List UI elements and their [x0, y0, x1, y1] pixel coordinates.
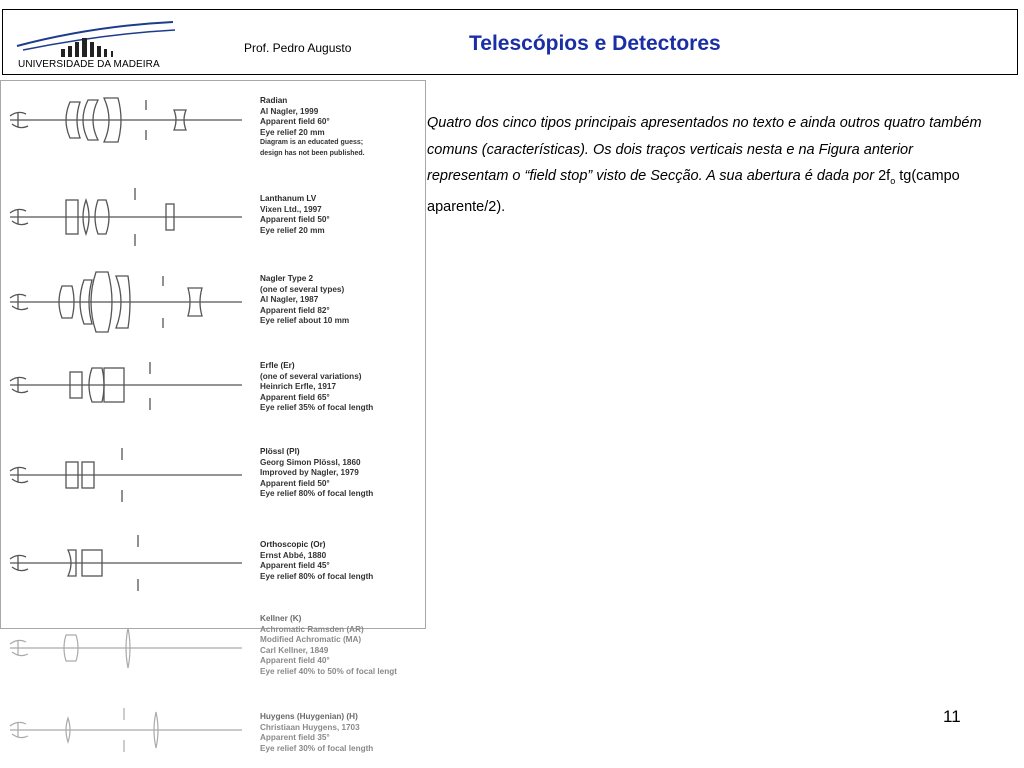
caption-plossl: Plössl (Pl) Georg Simon Plössl, 1860 Improved by Nagler, 1979 Apparent field 50° Eye relief 80% of focal length — [260, 447, 374, 499]
caption-huygens: Huygens (Huygenian) (H) Christiaan Huygens, 1703 Apparent field 35° Eye relief 30% of focal length — [260, 712, 374, 753]
slide-title: Telescópios e Detectores — [469, 32, 721, 55]
body-paragraph — [427, 110, 987, 221]
caption-orthoscopic: Orthoscopic (Or) Ernst Abbé, 1880 Apparent field 45° Eye relief 80% of focal length — [260, 540, 374, 581]
body-italic-text: Quatro dos cinco tipos principais apresentados no texto e ainda outros quatro também comuns (características). Os dois traços verticais nesta e na Figura anterior representam o “field stop” visto de Secção. A sua abertura é dada por — [427, 115, 982, 184]
caption-lanthanum: Lanthanum LV Vixen Ltd., 1997 Apparent field 50° Eye relief 20 mm — [260, 194, 330, 235]
caption-nagler: Nagler Type 2 (one of several types) Al Nagler, 1987 Apparent field 82° Eye relief about 10 mm — [260, 274, 350, 326]
page-number: 11 — [943, 707, 961, 726]
caption-radian: Radian Al Nagler, 1999 Apparent field 60° Eye relief 20 mm Diagram is an educated guess; design has not been published. — [260, 96, 365, 157]
aperture-formula: $2f_o$ tg(campo aparente/2). — [427, 168, 960, 216]
caption-erfle: Erfle (Er) (one of several variations) Heinrich Erfle, 1917 Apparent field 65° Eye relief 35% of focal length — [260, 361, 374, 413]
university-name: UNIVERSIDADE DA MADEIRA — [18, 59, 160, 70]
caption-kellner: Kellner (K) Achromatic Ramsden (AR) Modified Achromatic (MA) Carl Kellner, 1849 Apparent field 40° Eye relief 40% to 50% of focal lengt — [260, 614, 397, 676]
author-name: Prof. Pedro Augusto — [244, 41, 352, 55]
slide-header — [2, 9, 1018, 75]
